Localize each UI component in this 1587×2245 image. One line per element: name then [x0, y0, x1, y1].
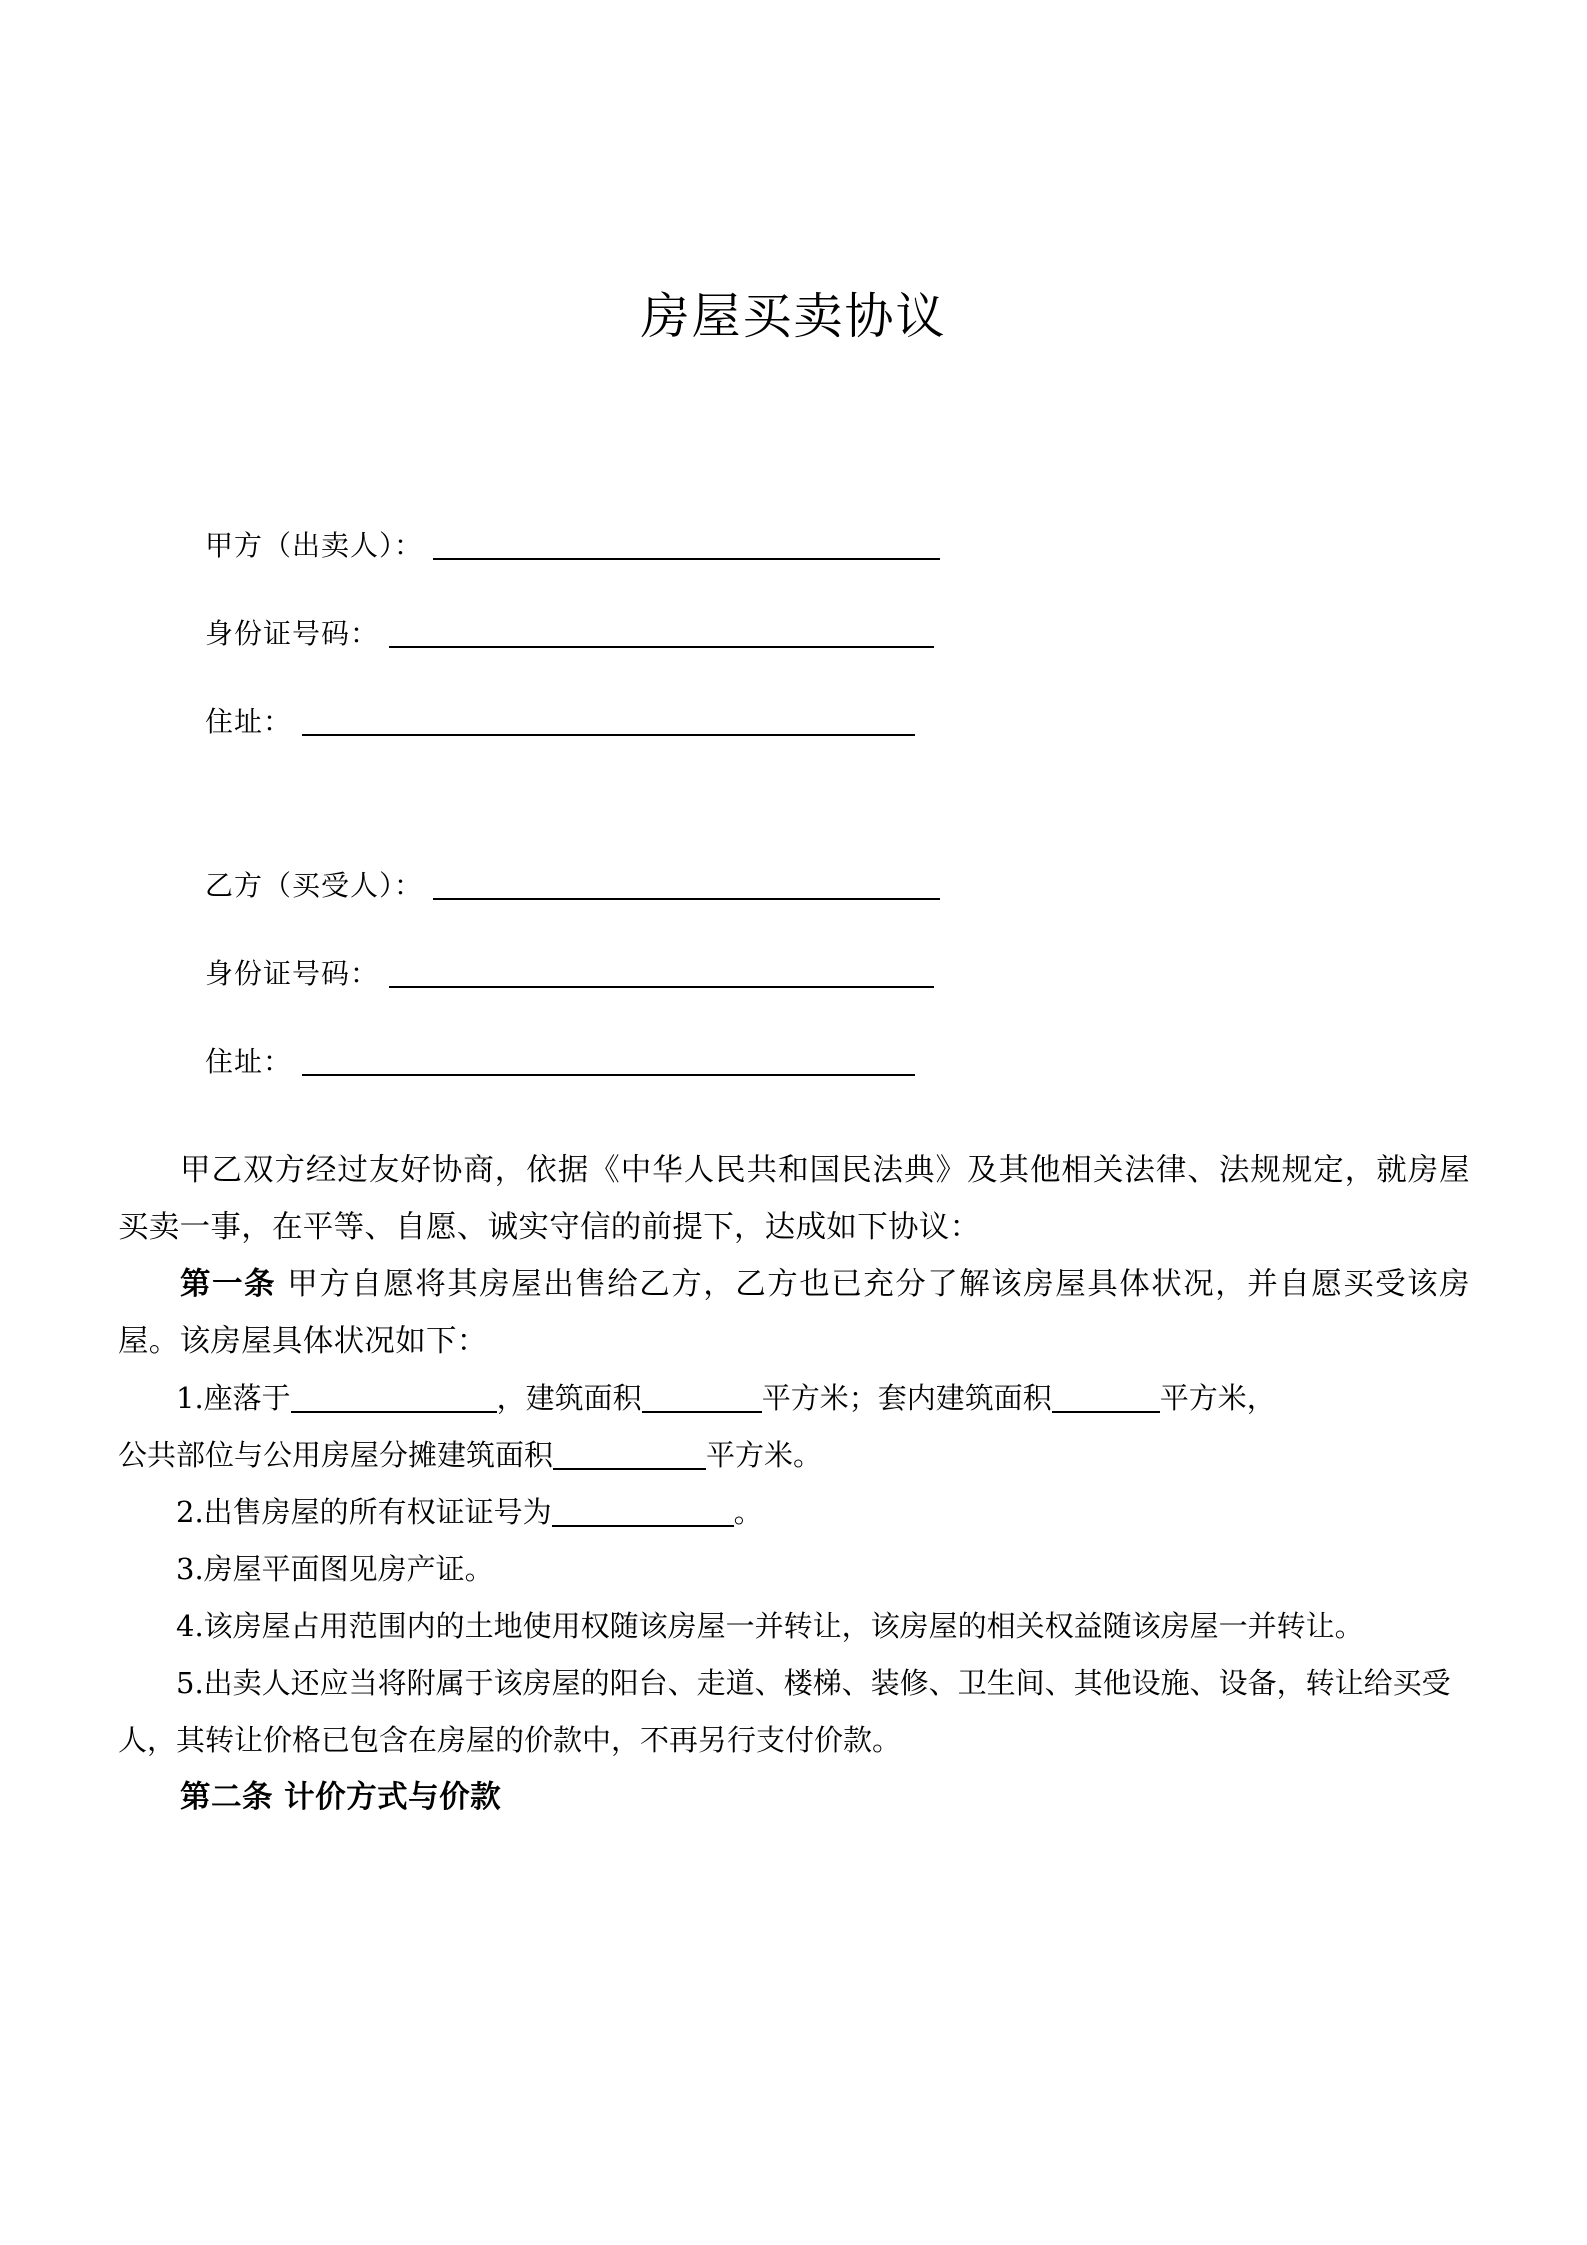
item2-text-a: 2.出售房屋的所有权证证号为: [176, 1495, 552, 1529]
party-b-name-fill-line[interactable]: [433, 897, 940, 900]
item1-text-a: 1.座落于: [176, 1381, 291, 1415]
party-a-name-row: [205, 478, 1385, 566]
party-b-id-row: [205, 906, 1385, 994]
preamble-paragraph: 甲乙双方经过友好协商，依据《中华人民共和国民法典》及其他相关法律、法规规定，就房屋买卖一事，在平等、自愿、诚实守信的前提下，达成如下协议：: [118, 1153, 1470, 1245]
party-b-block: [205, 818, 1385, 1082]
article-one-item-2: [118, 1484, 1470, 1541]
party-a-name-label: 甲方（出卖人）：: [205, 529, 424, 563]
party-b-id-fill-line[interactable]: [389, 985, 934, 988]
party-b-address-fill-line[interactable]: [302, 1073, 915, 1076]
party-a-address-label: 住址：: [205, 705, 293, 739]
article-two-heading: 第二条 计价方式与价款: [180, 1779, 502, 1815]
item1-inner-area-blank[interactable]: [1052, 1410, 1160, 1413]
item1-text-e: 公共部位与公用房屋分摊建筑面积: [118, 1438, 554, 1472]
party-a-block: [205, 478, 1385, 742]
party-a-name-fill-line[interactable]: [433, 557, 940, 560]
document-body: [118, 1142, 1470, 1826]
page-title: 房屋买卖协议: [640, 288, 947, 345]
party-a-id-label: 身份证号码：: [205, 617, 380, 651]
article-one-item-3: 3.房屋平面图见房产证。: [176, 1552, 494, 1586]
article-one-item-4: 4.该房屋占用范围内的土地使用权随该房屋一并转让，该房屋的相关权益随该房屋一并转让。: [176, 1609, 1364, 1643]
item1-text-b: ，建筑面积: [496, 1381, 642, 1415]
party-b-id-label: 身份证号码：: [205, 957, 380, 991]
article-one-paragraph: [118, 1256, 1470, 1370]
party-b-name-row: [205, 818, 1385, 906]
party-b-address-row: [205, 994, 1385, 1082]
party-a-address-row: [205, 654, 1385, 742]
party-b-name-label: 乙方（买受人）：: [205, 869, 424, 903]
item2-text-b: 。: [733, 1495, 763, 1529]
item1-address-blank[interactable]: [291, 1410, 497, 1413]
item1-text-f: 平方米。: [706, 1438, 823, 1472]
article-one-text: 甲方自愿将其房屋出售给乙方，乙方也已充分了解该房屋具体状况，并自愿买受该房屋。该房屋具体状况如下：: [118, 1267, 1470, 1359]
item1-text-d: 平方米，: [1159, 1381, 1276, 1415]
party-a-id-row: [205, 566, 1385, 654]
item2-certificate-blank[interactable]: [552, 1524, 734, 1527]
article-one-item-5: 5.出卖人还应当将附属于该房屋的阳台、走道、楼梯、装修、卫生间、其他设施、设备，转让给买受人，其转让价格已包含在房屋的价款中，不再另行支付价款。: [118, 1666, 1451, 1757]
article-one-number: 第一条: [180, 1266, 276, 1302]
item1-text-c: 平方米；套内建筑面积: [761, 1381, 1052, 1415]
party-a-id-fill-line[interactable]: [389, 645, 934, 648]
party-a-address-fill-line[interactable]: [302, 733, 915, 736]
item1-shared-area-blank[interactable]: [553, 1467, 706, 1470]
party-b-address-label: 住址：: [205, 1045, 293, 1079]
item1-gross-area-blank[interactable]: [642, 1410, 762, 1413]
article-one-item-1: [118, 1370, 1470, 1484]
